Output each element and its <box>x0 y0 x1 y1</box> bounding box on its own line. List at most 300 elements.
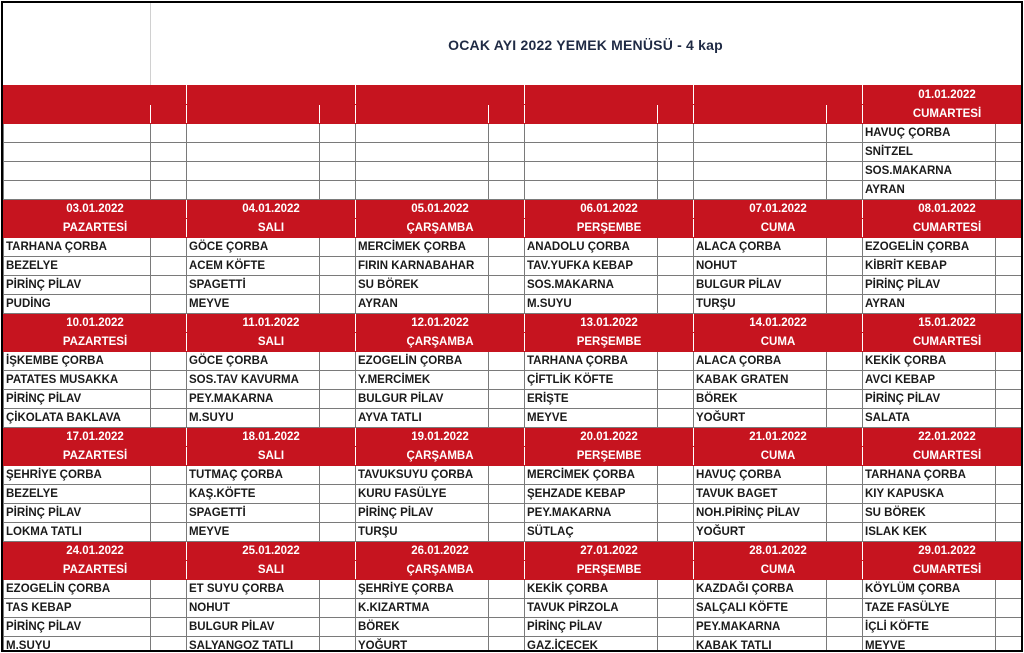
menu-item: NOHUT <box>187 599 320 618</box>
menu-item: LOKMA TATLI <box>4 523 151 542</box>
menu-item: SÜTLAÇ <box>525 523 658 542</box>
date-cell: 17.01.2022 <box>4 428 187 447</box>
empty-cell <box>320 523 356 542</box>
date-cell: 05.01.2022 <box>356 200 525 219</box>
empty-cell <box>658 238 694 257</box>
day-cell: PERŞEMBE <box>525 333 694 352</box>
date-cell: 20.01.2022 <box>525 428 694 447</box>
empty-cell <box>356 181 489 200</box>
date-cell: 15.01.2022 <box>863 314 1024 333</box>
empty-cell <box>489 352 525 371</box>
date-cell: 03.01.2022 <box>4 200 187 219</box>
empty-cell <box>658 295 694 314</box>
empty-cell <box>827 599 863 618</box>
menu-item: BULGUR PİLAV <box>694 276 827 295</box>
empty-cell <box>187 181 320 200</box>
empty-cell <box>320 618 356 637</box>
day-row <box>4 333 1024 352</box>
empty-day-cell <box>827 105 863 124</box>
empty-date-cell <box>694 86 863 105</box>
empty-date-cell <box>187 86 356 105</box>
menu-row <box>4 181 1024 200</box>
menu-item: ANADOLU ÇORBA <box>525 238 658 257</box>
menu-item: TURŞU <box>356 523 489 542</box>
empty-cell <box>827 295 863 314</box>
menu-item: ŞEHZADE KEBAP <box>525 485 658 504</box>
menu-item: GÖCE ÇORBA <box>187 238 320 257</box>
empty-cell <box>658 276 694 295</box>
empty-cell <box>151 295 187 314</box>
empty-cell <box>4 143 151 162</box>
date-cell: 26.01.2022 <box>356 542 525 561</box>
menu-item: M.SUYU <box>187 409 320 428</box>
menu-item: MERCİMEK ÇORBA <box>525 466 658 485</box>
empty-cell <box>4 181 151 200</box>
empty-cell <box>489 523 525 542</box>
day-cell: CUMARTESİ <box>863 219 1024 238</box>
empty-cell <box>694 181 827 200</box>
day-cell: SALI <box>187 333 356 352</box>
empty-cell <box>827 523 863 542</box>
empty-cell <box>151 637 187 653</box>
day-cell: PAZARTESİ <box>4 561 187 580</box>
empty-cell <box>658 390 694 409</box>
menu-item: İÇLİ KÖFTE <box>863 618 996 637</box>
menu-row <box>4 276 1024 295</box>
empty-cell <box>996 485 1024 504</box>
menu-item: KABAK GRATEN <box>694 371 827 390</box>
menu-item: EZOGELİN ÇORBA <box>863 238 996 257</box>
empty-cell <box>151 257 187 276</box>
menu-item: EZOGELİN ÇORBA <box>356 352 489 371</box>
menu-row <box>4 371 1024 390</box>
empty-cell <box>827 409 863 428</box>
menu-item: SOS.TAV KAVURMA <box>187 371 320 390</box>
day-cell: PAZARTESİ <box>4 333 187 352</box>
empty-cell <box>151 238 187 257</box>
empty-cell <box>489 637 525 653</box>
day-cell: CUMA <box>694 219 863 238</box>
menu-item: TURŞU <box>694 295 827 314</box>
menu-item: MEYVE <box>187 523 320 542</box>
menu-item: YOĞURT <box>694 523 827 542</box>
menu-item: TAVUKSUYU ÇORBA <box>356 466 489 485</box>
date-cell: 10.01.2022 <box>4 314 187 333</box>
empty-cell <box>658 599 694 618</box>
menu-row <box>4 504 1024 523</box>
menu-item: TAZE FASÜLYE <box>863 599 996 618</box>
menu-row <box>4 409 1024 428</box>
empty-day-cell <box>489 105 525 124</box>
menu-item: TAVUK PİRZOLA <box>525 599 658 618</box>
empty-cell <box>658 143 694 162</box>
empty-cell <box>489 162 525 181</box>
empty-cell <box>489 599 525 618</box>
menu-item: Y.MERCİMEK <box>356 371 489 390</box>
menu-row <box>4 523 1024 542</box>
menu-item: PİRİNÇ PİLAV <box>4 276 151 295</box>
menu-item: ÇİFTLİK KÖFTE <box>525 371 658 390</box>
menu-item: ÇİKOLATA BAKLAVA <box>4 409 151 428</box>
empty-cell <box>827 466 863 485</box>
empty-day-cell <box>525 105 658 124</box>
menu-row <box>4 162 1024 181</box>
empty-cell <box>320 181 356 200</box>
empty-cell <box>320 276 356 295</box>
empty-cell <box>996 238 1024 257</box>
empty-cell <box>320 371 356 390</box>
day-cell: CUMARTESİ <box>863 561 1024 580</box>
empty-cell <box>151 409 187 428</box>
day-cell: ÇARŞAMBA <box>356 561 525 580</box>
empty-cell <box>827 637 863 653</box>
day-cell: CUMARTESİ <box>863 333 1024 352</box>
empty-cell <box>658 485 694 504</box>
empty-cell <box>320 257 356 276</box>
empty-cell <box>996 124 1024 143</box>
menu-item: KEKİK ÇORBA <box>863 352 996 371</box>
date-row <box>4 200 1024 219</box>
menu-item: KAŞ.KÖFTE <box>187 485 320 504</box>
empty-cell <box>658 181 694 200</box>
date-cell: 18.01.2022 <box>187 428 356 447</box>
date-cell: 07.01.2022 <box>694 200 863 219</box>
empty-day-cell <box>658 105 694 124</box>
menu-item: SOS.MAKARNA <box>525 276 658 295</box>
empty-cell <box>827 485 863 504</box>
day-cell: ÇARŞAMBA <box>356 447 525 466</box>
menu-item: M.SUYU <box>4 637 151 653</box>
empty-date-cell <box>525 86 694 105</box>
empty-cell <box>489 409 525 428</box>
date-row <box>4 314 1024 333</box>
day-cell: SALI <box>187 219 356 238</box>
empty-day-cell <box>694 105 827 124</box>
menu-item: BEZELYE <box>4 485 151 504</box>
empty-cell <box>320 580 356 599</box>
date-cell: 28.01.2022 <box>694 542 863 561</box>
date-cell: 19.01.2022 <box>356 428 525 447</box>
empty-cell <box>489 295 525 314</box>
menu-item: PİRİNÇ PİLAV <box>4 504 151 523</box>
menu-row <box>4 124 1024 143</box>
empty-cell <box>151 580 187 599</box>
day-row <box>4 447 1024 466</box>
empty-cell <box>151 618 187 637</box>
menu-row <box>4 580 1024 599</box>
day-cell: PAZARTESİ <box>4 447 187 466</box>
menu-item: NOH.PİRİNÇ PİLAV <box>694 504 827 523</box>
empty-cell <box>320 162 356 181</box>
empty-day-cell <box>356 105 489 124</box>
day-row <box>4 561 1024 580</box>
menu-item: HAVUÇ ÇORBA <box>863 124 996 143</box>
menu-item: PİRİNÇ PİLAV <box>525 618 658 637</box>
empty-cell <box>827 162 863 181</box>
menu-item: BÖREK <box>356 618 489 637</box>
empty-cell <box>4 162 151 181</box>
menu-item: SU BÖREK <box>356 276 489 295</box>
menu-item: SALATA <box>863 409 996 428</box>
date-cell: 21.01.2022 <box>694 428 863 447</box>
empty-cell <box>525 143 658 162</box>
empty-cell <box>151 523 187 542</box>
date-row <box>4 428 1024 447</box>
empty-cell <box>489 257 525 276</box>
day-cell: PERŞEMBE <box>525 219 694 238</box>
menu-row <box>4 637 1024 653</box>
menu-item: TARHANA ÇORBA <box>863 466 996 485</box>
empty-cell <box>320 295 356 314</box>
day-cell: CUMARTESİ <box>863 447 1024 466</box>
menu-item: PİRİNÇ PİLAV <box>863 390 996 409</box>
empty-cell <box>996 504 1024 523</box>
empty-cell <box>525 181 658 200</box>
empty-cell <box>320 124 356 143</box>
empty-cell <box>996 181 1024 200</box>
day-cell: PERŞEMBE <box>525 447 694 466</box>
empty-cell <box>151 599 187 618</box>
empty-cell <box>151 124 187 143</box>
empty-cell <box>489 466 525 485</box>
menu-item: PEY.MAKARNA <box>187 390 320 409</box>
menu-item: SOS.MAKARNA <box>863 162 996 181</box>
empty-cell <box>827 257 863 276</box>
empty-cell <box>489 181 525 200</box>
empty-cell <box>151 181 187 200</box>
date-cell: 12.01.2022 <box>356 314 525 333</box>
empty-day-cell <box>151 105 187 124</box>
empty-cell <box>489 504 525 523</box>
empty-cell <box>356 143 489 162</box>
menu-item: HAVUÇ ÇORBA <box>694 466 827 485</box>
menu-item: ERİŞTE <box>525 390 658 409</box>
date-cell: 01.01.2022 <box>863 86 1024 105</box>
empty-cell <box>320 390 356 409</box>
menu-item: KAZDAĞI ÇORBA <box>694 580 827 599</box>
empty-cell <box>996 523 1024 542</box>
empty-cell <box>320 352 356 371</box>
empty-cell <box>996 637 1024 653</box>
date-cell: 22.01.2022 <box>863 428 1024 447</box>
menu-item: ACEM KÖFTE <box>187 257 320 276</box>
menu-item: KİBRİT KEBAP <box>863 257 996 276</box>
date-cell: 27.01.2022 <box>525 542 694 561</box>
date-cell: 04.01.2022 <box>187 200 356 219</box>
menu-item: PİRİNÇ PİLAV <box>4 618 151 637</box>
menu-row <box>4 390 1024 409</box>
menu-item: ALACA ÇORBA <box>694 352 827 371</box>
menu-table <box>3 85 1023 652</box>
empty-day-cell <box>320 105 356 124</box>
empty-cell <box>356 124 489 143</box>
menu-item: PATATES MUSAKKA <box>4 371 151 390</box>
day-cell: CUMA <box>694 561 863 580</box>
menu-item: ET SUYU ÇORBA <box>187 580 320 599</box>
title-row <box>3 3 1021 85</box>
empty-cell <box>320 504 356 523</box>
menu-item: AVCI KEBAP <box>863 371 996 390</box>
empty-cell <box>827 390 863 409</box>
date-row <box>4 86 1024 105</box>
menu-sheet <box>1 1 1023 652</box>
empty-cell <box>827 580 863 599</box>
menu-item: PEY.MAKARNA <box>525 504 658 523</box>
empty-cell <box>489 276 525 295</box>
empty-cell <box>827 371 863 390</box>
title-left-cell <box>3 3 151 86</box>
empty-cell <box>996 276 1024 295</box>
empty-cell <box>489 143 525 162</box>
empty-cell <box>489 580 525 599</box>
menu-item: PEY.MAKARNA <box>694 618 827 637</box>
empty-cell <box>151 466 187 485</box>
menu-item: K.KIZARTMA <box>356 599 489 618</box>
day-cell: CUMARTESİ <box>863 105 1024 124</box>
menu-item: TAVUK BAGET <box>694 485 827 504</box>
day-cell: ÇARŞAMBA <box>356 333 525 352</box>
empty-cell <box>320 599 356 618</box>
empty-cell <box>151 371 187 390</box>
menu-item: BÖREK <box>694 390 827 409</box>
menu-item: BEZELYE <box>4 257 151 276</box>
empty-cell <box>320 238 356 257</box>
empty-cell <box>151 352 187 371</box>
empty-cell <box>827 352 863 371</box>
menu-item: YOĞURT <box>694 409 827 428</box>
empty-cell <box>996 352 1024 371</box>
date-cell: 06.01.2022 <box>525 200 694 219</box>
menu-row <box>4 295 1024 314</box>
menu-row <box>4 466 1024 485</box>
menu-row <box>4 143 1024 162</box>
menu-row <box>4 257 1024 276</box>
menu-item: KURU FASÜLYE <box>356 485 489 504</box>
menu-item: SPAGETTİ <box>187 504 320 523</box>
empty-date-cell <box>356 86 525 105</box>
date-cell: 08.01.2022 <box>863 200 1024 219</box>
empty-cell <box>827 618 863 637</box>
empty-cell <box>151 276 187 295</box>
empty-cell <box>996 466 1024 485</box>
day-row <box>4 219 1024 238</box>
day-cell: CUMA <box>694 447 863 466</box>
menu-item: BULGUR PİLAV <box>187 618 320 637</box>
date-row <box>4 542 1024 561</box>
empty-cell <box>489 618 525 637</box>
empty-cell <box>996 295 1024 314</box>
menu-item: GAZ.İÇECEK <box>525 637 658 653</box>
empty-cell <box>827 504 863 523</box>
menu-item: GÖCE ÇORBA <box>187 352 320 371</box>
date-cell: 14.01.2022 <box>694 314 863 333</box>
empty-cell <box>827 276 863 295</box>
empty-cell <box>694 162 827 181</box>
menu-item: MEYVE <box>525 409 658 428</box>
empty-cell <box>827 181 863 200</box>
day-cell: PERŞEMBE <box>525 561 694 580</box>
menu-item: ALACA ÇORBA <box>694 238 827 257</box>
menu-item: AYRAN <box>863 295 996 314</box>
menu-item: EZOGELİN ÇORBA <box>4 580 151 599</box>
date-cell: 24.01.2022 <box>4 542 187 561</box>
empty-cell <box>320 143 356 162</box>
date-cell: 25.01.2022 <box>187 542 356 561</box>
empty-cell <box>320 485 356 504</box>
menu-item: MEYVE <box>187 295 320 314</box>
menu-item: İŞKEMBE ÇORBA <box>4 352 151 371</box>
date-cell: 11.01.2022 <box>187 314 356 333</box>
empty-cell <box>151 390 187 409</box>
empty-cell <box>658 618 694 637</box>
empty-cell <box>658 637 694 653</box>
menu-item: SPAGETTİ <box>187 276 320 295</box>
empty-cell <box>489 238 525 257</box>
empty-cell <box>187 162 320 181</box>
menu-item: PİRİNÇ PİLAV <box>863 276 996 295</box>
menu-item: KÖYLÜM ÇORBA <box>863 580 996 599</box>
menu-row <box>4 352 1024 371</box>
day-cell: SALI <box>187 447 356 466</box>
empty-cell <box>694 124 827 143</box>
empty-cell <box>525 124 658 143</box>
menu-item: SALYANGOZ TATLI <box>187 637 320 653</box>
menu-item: MEYVE <box>863 637 996 653</box>
empty-cell <box>151 504 187 523</box>
menu-row <box>4 599 1024 618</box>
empty-cell <box>827 124 863 143</box>
menu-item: TARHANA ÇORBA <box>4 238 151 257</box>
menu-item: ISLAK KEK <box>863 523 996 542</box>
menu-item: SALÇALI KÖFTE <box>694 599 827 618</box>
empty-day-cell <box>4 105 151 124</box>
menu-row <box>4 238 1024 257</box>
empty-cell <box>320 409 356 428</box>
empty-cell <box>658 352 694 371</box>
empty-cell <box>151 485 187 504</box>
empty-day-cell <box>187 105 320 124</box>
empty-cell <box>489 124 525 143</box>
menu-item: FIRIN KARNABAHAR <box>356 257 489 276</box>
menu-item: KABAK TATLI <box>694 637 827 653</box>
menu-item: TUTMAÇ ÇORBA <box>187 466 320 485</box>
menu-item: PİRİNÇ PİLAV <box>4 390 151 409</box>
empty-cell <box>4 124 151 143</box>
empty-cell <box>658 124 694 143</box>
empty-cell <box>694 143 827 162</box>
empty-cell <box>996 580 1024 599</box>
menu-item: SU BÖREK <box>863 504 996 523</box>
empty-cell <box>525 162 658 181</box>
menu-item: KIY KAPUSKA <box>863 485 996 504</box>
empty-cell <box>658 466 694 485</box>
menu-item: M.SUYU <box>525 295 658 314</box>
empty-cell <box>489 485 525 504</box>
empty-cell <box>658 523 694 542</box>
menu-item: PUDİNG <box>4 295 151 314</box>
menu-item: AYRAN <box>863 181 996 200</box>
menu-item: TARHANA ÇORBA <box>525 352 658 371</box>
menu-item: YOĞURT <box>356 637 489 653</box>
day-cell: ÇARŞAMBA <box>356 219 525 238</box>
empty-cell <box>658 257 694 276</box>
menu-item: AYRAN <box>356 295 489 314</box>
empty-cell <box>151 162 187 181</box>
empty-cell <box>320 637 356 653</box>
empty-cell <box>996 371 1024 390</box>
menu-item: TAV.YUFKA KEBAP <box>525 257 658 276</box>
empty-cell <box>658 162 694 181</box>
